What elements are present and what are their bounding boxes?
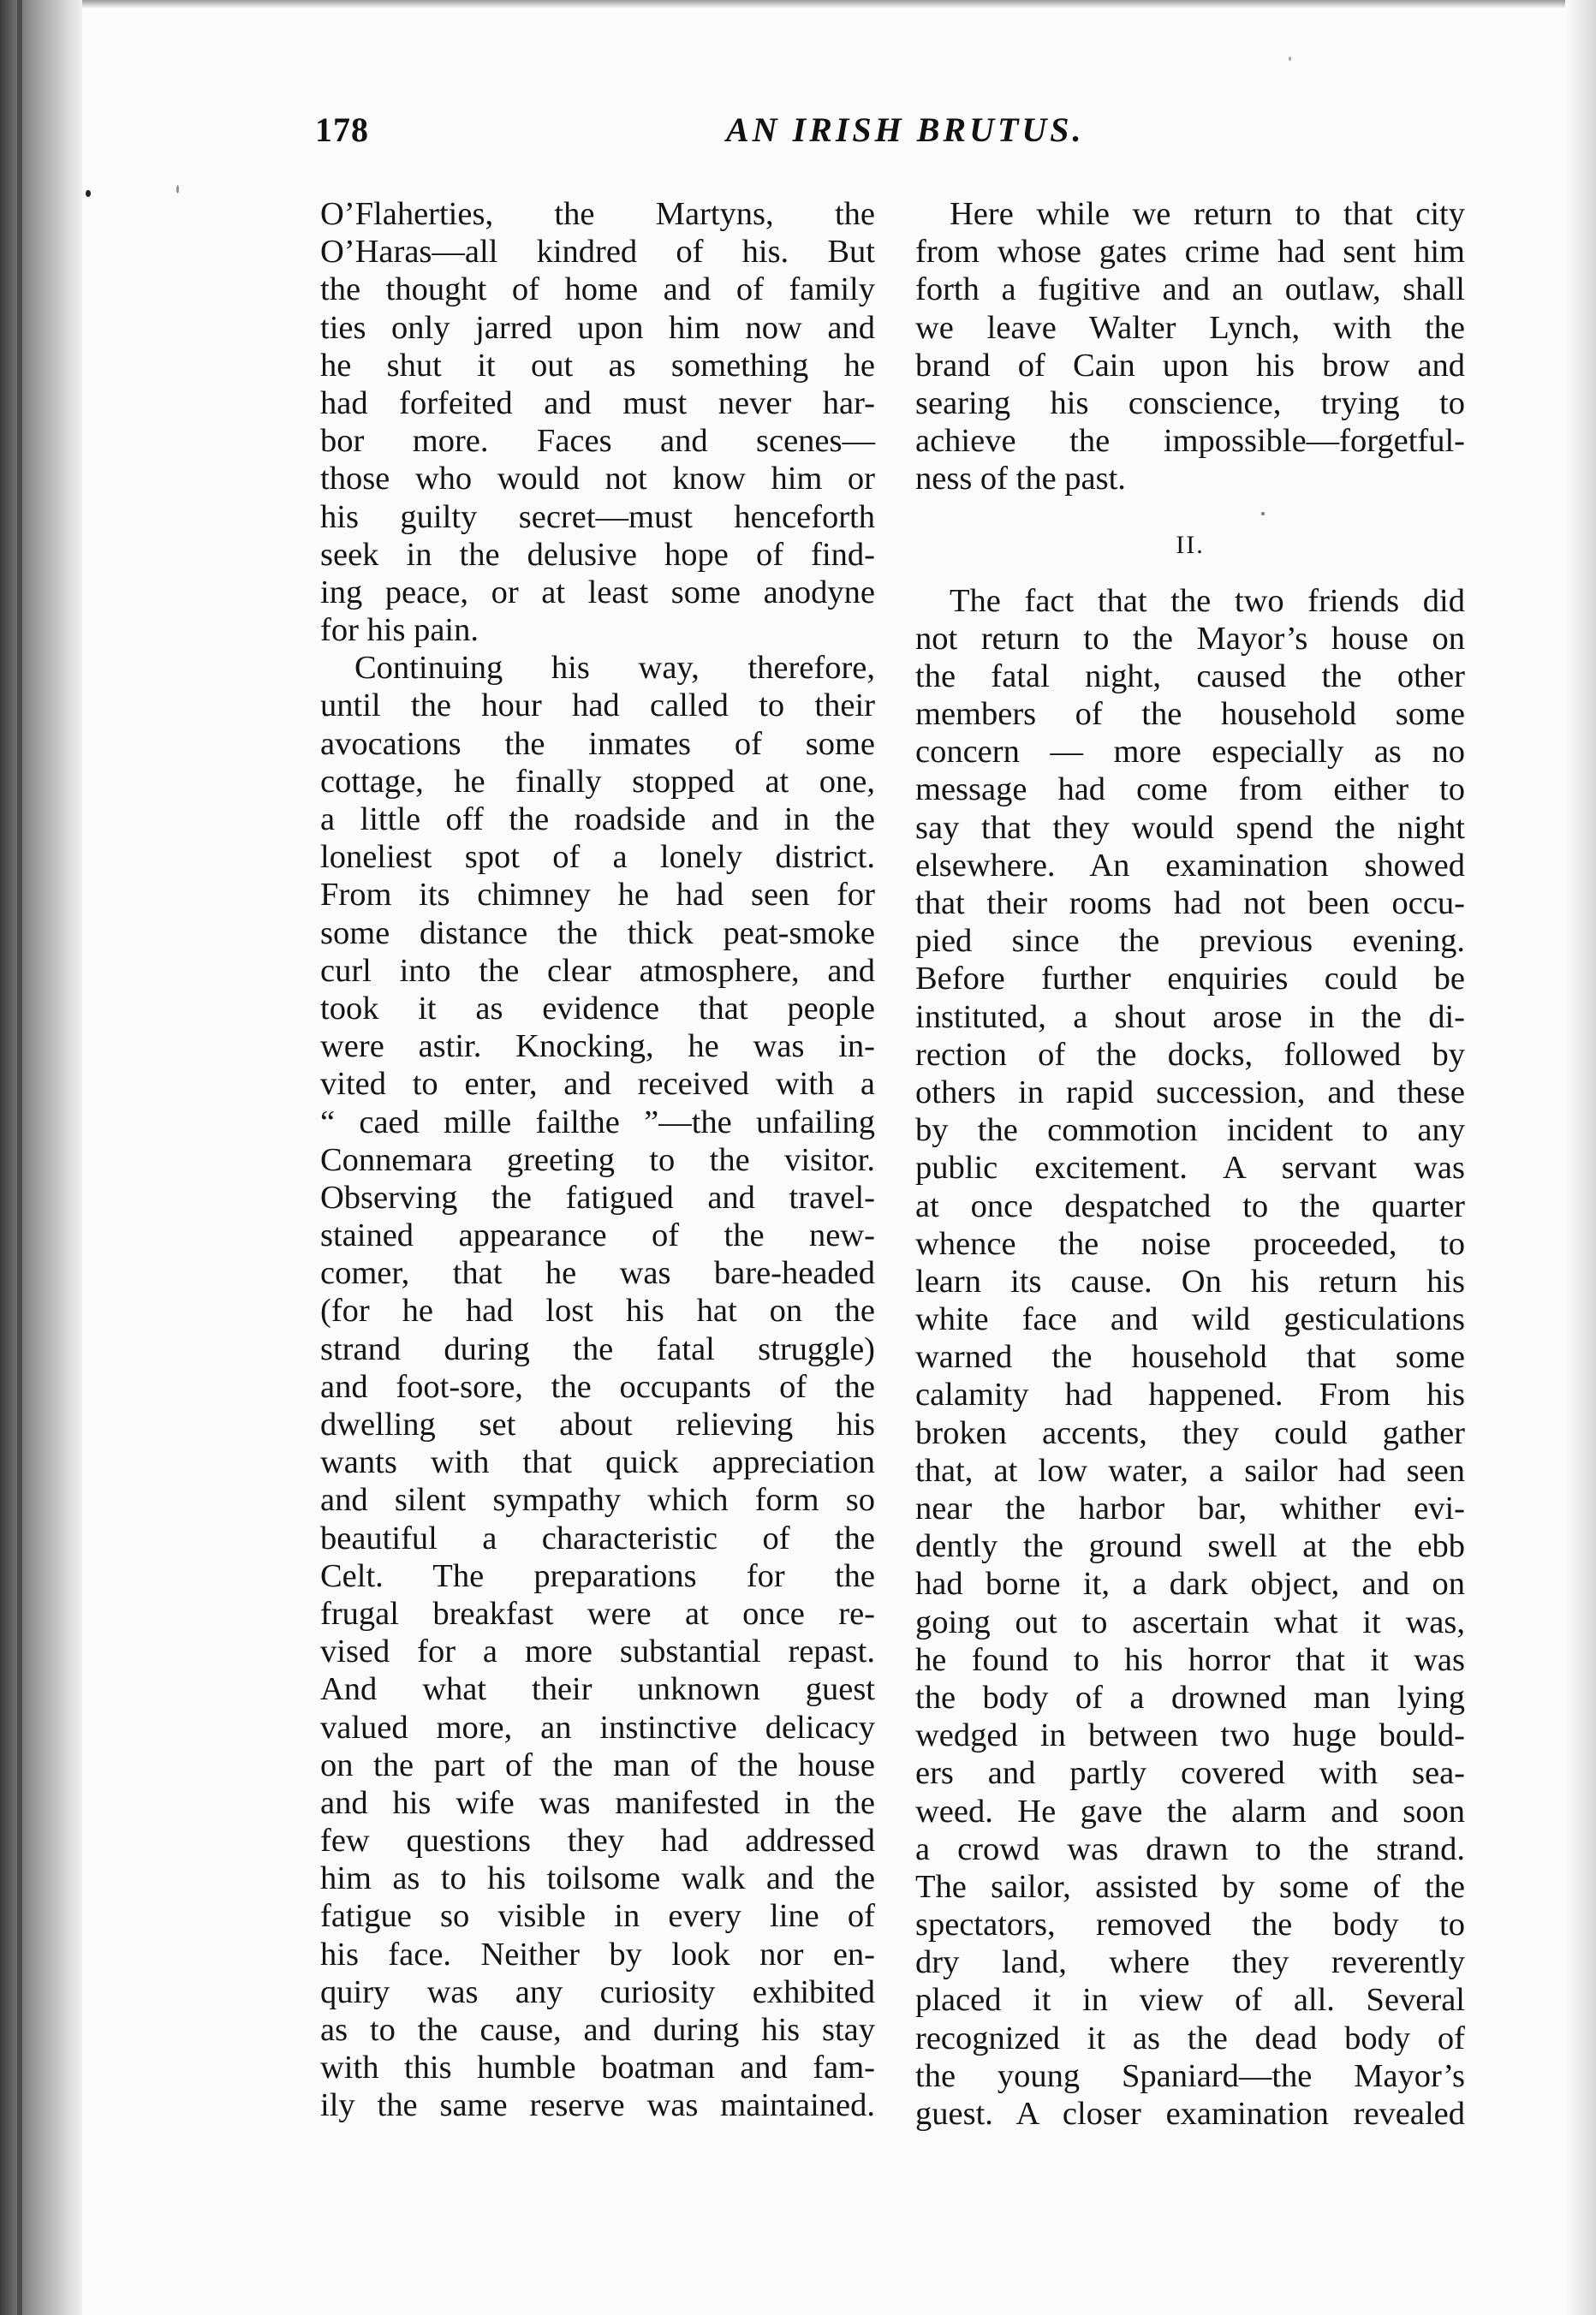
ink-speck [1289, 57, 1291, 61]
section-gap [915, 498, 1465, 517]
text-line: Connemara greeting to the visitor. [320, 1141, 875, 1178]
text-line: were astir. Knocking, he was in- [320, 1028, 875, 1065]
text-line: broken accents, they could gather [915, 1414, 1465, 1451]
text-line: strand during the fatal struggle) [320, 1330, 875, 1367]
text-line: Observing the fatigued and travel- [320, 1179, 875, 1216]
text-line: members of the household some [915, 696, 1465, 733]
text-line: say that they would spend the night [915, 809, 1465, 846]
text-line: bor more. Faces and scenes— [320, 423, 875, 460]
text-line: The fact that the two friends did [950, 582, 1465, 619]
text-line: a little off the roadside and in the [320, 801, 875, 837]
text-line: had forfeited and must never har- [320, 384, 875, 421]
text-line: seek in the delusive hope of find- [320, 536, 875, 573]
text-line: dry land, where they reverently [915, 1944, 1465, 1981]
text-line: as to the cause, and during his stay [320, 2012, 875, 2048]
text-line: the body of a drowned man lying [915, 1679, 1465, 1716]
text-line: fatigue so visible in every line of [320, 1898, 875, 1935]
text-line: Before further enquiries could be [915, 961, 1465, 997]
text-line: few questions they had addressed [320, 1823, 875, 1860]
section-gap [915, 574, 1465, 582]
text-line: white face and wild gesticulations [915, 1301, 1465, 1338]
text-line: dwelling set about relieving his [320, 1407, 875, 1443]
text-line: whence the noise proceeded, to [915, 1225, 1465, 1262]
page-right-edge [1565, 0, 1596, 2315]
text-line: avocations the inmates of some [320, 725, 875, 762]
text-line: from whose gates crime had sent him [915, 234, 1465, 271]
text-line: we leave Walter Lynch, with the [915, 309, 1465, 346]
text-line: placed it in view of all. Several [915, 1982, 1465, 2019]
book-binding-edge [0, 0, 82, 2315]
text-line: going out to ascertain what it was, [915, 1604, 1465, 1640]
text-line: instituted, a shout arose in the di- [915, 998, 1465, 1035]
text-line: vited to enter, and received with a [320, 1066, 875, 1103]
text-line: The sailor, assisted by some of the [915, 1868, 1465, 1905]
text-line: (for he had lost his hat on the [320, 1293, 875, 1330]
text-line: brand of Cain upon his brow and [915, 347, 1465, 384]
text-line: ness of the past. [915, 461, 1126, 497]
text-line: curl into the clear atmosphere, and [320, 952, 875, 989]
text-line: a crowd was drawn to the strand. [915, 1830, 1465, 1867]
ink-speck [86, 190, 91, 197]
text-line: ing peace, or at least some anodyne [320, 574, 875, 610]
text-line: Celt. The preparations for the [320, 1557, 875, 1594]
text-line: not return to the Mayor’s house on [915, 620, 1465, 657]
page-top-edge [82, 0, 1596, 9]
text-line: public excitement. A servant was [915, 1150, 1465, 1187]
text-line: message had come from either to [915, 771, 1465, 808]
ink-speck [176, 185, 179, 193]
text-line: “ caed mille failthe ”—the unfailing [320, 1104, 875, 1140]
text-line: vised for a more substantial repast. [320, 1634, 875, 1670]
text-line: had borne it, a dark object, and on [915, 1566, 1465, 1603]
text-line: elsewhere. An examination showed [915, 847, 1465, 884]
text-line: the thought of home and of family [320, 271, 875, 308]
text-line: cottage, he finally stopped at one, [320, 763, 875, 800]
text-line: O’Haras—all kindred of his. But [320, 234, 875, 271]
text-line: that, at low water, a sailor had seen [915, 1452, 1465, 1489]
text-line: frugal breakfast were at once re- [320, 1595, 875, 1632]
text-line: that their rooms had not been occu- [915, 885, 1465, 921]
text-line: calamity had happened. From his [915, 1377, 1465, 1413]
text-line: wedged in between two huge bould- [915, 1717, 1465, 1754]
page-header [315, 110, 1471, 161]
binding-shadow-stripe [17, 0, 22, 2315]
text-line: until the hour had called to their [320, 687, 875, 724]
text-line: those who would not know him or [320, 461, 875, 497]
text-line: warned the household that some [915, 1339, 1465, 1376]
text-line: and silent sympathy which form so [320, 1482, 875, 1519]
text-line: learn its cause. On his return his [915, 1263, 1465, 1300]
text-line: concern — more especially as no [915, 734, 1465, 771]
text-line: wants with that quick appreciation [320, 1444, 875, 1481]
text-line: the fatal night, caused the other [915, 658, 1465, 694]
text-line: loneliest spot of a lonely district. [320, 839, 875, 876]
text-line: his face. Neither by look nor en- [320, 1936, 875, 1973]
text-line: with this humble boatman and fam- [320, 2050, 875, 2086]
left-text-column [320, 195, 875, 2125]
text-line: rection of the docks, followed by [915, 1036, 1465, 1073]
text-line: ties only jarred upon him now and [320, 309, 875, 346]
text-line: beautiful a characteristic of the [320, 1520, 875, 1556]
text-line: he found to his horror that it was [915, 1641, 1465, 1678]
text-line: took it as evidence that people [320, 990, 875, 1027]
text-line: stained appearance of the new- [320, 1217, 875, 1254]
text-line: him as to his toilsome walk and the [320, 1860, 875, 1897]
text-line: achieve the impossible—forgetful- [915, 423, 1465, 460]
text-line: he shut it out as something he [320, 347, 875, 384]
text-line: and his wife was manifested in the [320, 1784, 875, 1821]
text-line: near the harbor bar, whither evi- [915, 1491, 1465, 1526]
text-line: weed. He gave the alarm and soon [915, 1793, 1465, 1830]
text-line: comer, that he was bare-headed [320, 1255, 875, 1292]
running-head: AN IRISH BRUTUS. [726, 110, 1085, 149]
text-line: ers and partly covered with sea- [915, 1755, 1465, 1792]
text-line: pied since the previous evening. [915, 923, 1465, 960]
section-heading: II. [1176, 530, 1205, 559]
text-line: the young Spaniard—the Mayor’s [915, 2057, 1465, 2094]
text-line: quiry was any curiosity exhibited [320, 1973, 875, 2010]
text-line: Here while we return to that city [950, 196, 1465, 232]
text-line: forth a fugitive and an outlaw, shall [915, 271, 1465, 308]
text-line: some distance the thick peat-smoke [320, 914, 875, 951]
right-text-column [915, 195, 1465, 2133]
text-line: searing his conscience, trying to [915, 384, 1465, 421]
text-line: O’Flaherties, the Martyns, the [320, 196, 875, 232]
text-line: guest. A closer examination revealed [915, 2096, 1465, 2132]
text-line: on the part of the man of the house [320, 1747, 875, 1783]
text-line: Continuing his way, therefore, [354, 650, 875, 687]
text-line: From its chimney he had seen for [320, 877, 875, 914]
text-line: by the commotion incident to any [915, 1112, 1465, 1149]
text-line: and foot-sore, the occupants of the [320, 1368, 875, 1405]
page-number: 178 [315, 110, 369, 149]
text-line: dently the ground swell at the ebb [915, 1528, 1465, 1565]
text-line: his guilty secret—must henceforth [320, 498, 875, 535]
text-line: recognized it as the dead body of [915, 2020, 1465, 2056]
text-line: ily the same reserve was maintained. [320, 2087, 875, 2124]
text-line: for his pain. [320, 612, 479, 649]
text-line: And what their unknown guest [320, 1671, 875, 1708]
text-line: valued more, an instinctive delicacy [320, 1709, 875, 1746]
text-line: others in rapid succession, and these [915, 1074, 1465, 1110]
text-line: spectators, removed the body to [915, 1907, 1465, 1943]
text-line: at once despatched to the quarter [915, 1187, 1465, 1224]
